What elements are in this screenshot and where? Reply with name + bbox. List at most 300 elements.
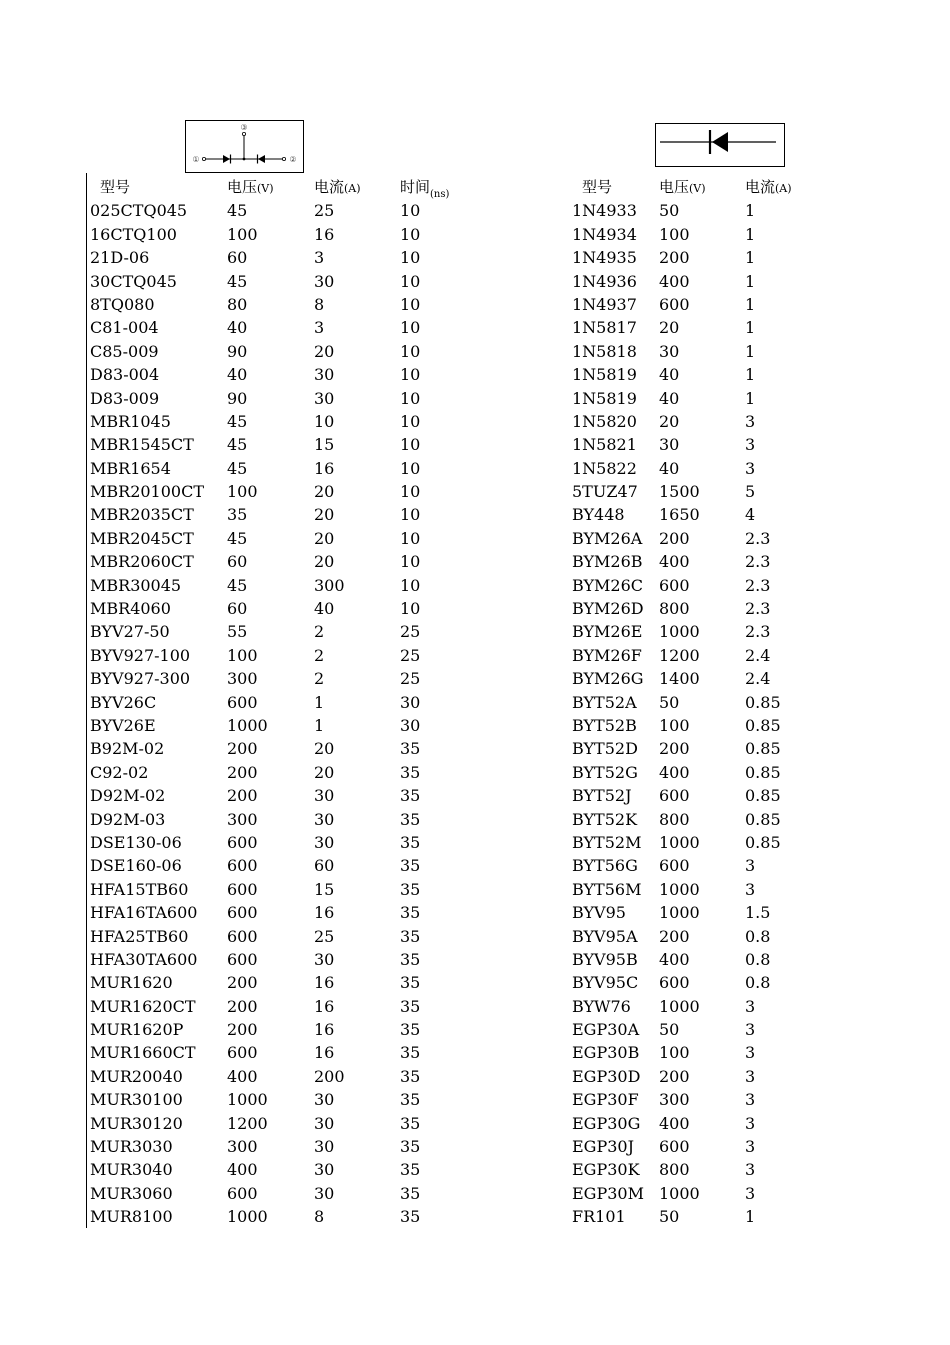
time-cell: 10 bbox=[400, 552, 421, 572]
voltage-cell: 200 bbox=[659, 739, 690, 759]
time-cell: 10 bbox=[400, 318, 421, 338]
model-cell: BYM26D bbox=[572, 599, 644, 619]
current-cell: 20 bbox=[314, 762, 335, 782]
voltage-cell: 100 bbox=[659, 1043, 690, 1063]
model-cell: EGP30D bbox=[572, 1066, 641, 1086]
time-cell: 30 bbox=[400, 692, 421, 712]
model-cell: 1N5818 bbox=[572, 341, 637, 361]
current-cell: 30 bbox=[314, 1137, 335, 1157]
voltage-cell: 45 bbox=[227, 435, 248, 455]
dual-diode-symbol bbox=[185, 120, 304, 173]
voltage-cell: 600 bbox=[659, 856, 690, 876]
model-cell: BYT52B bbox=[572, 715, 637, 735]
model-cell: FR101 bbox=[572, 1207, 626, 1227]
current-cell: 1 bbox=[745, 388, 756, 408]
voltage-cell: 600 bbox=[227, 832, 258, 852]
current-cell: 40 bbox=[314, 599, 335, 619]
voltage-cell: 600 bbox=[227, 692, 258, 712]
voltage-cell: 200 bbox=[659, 1066, 690, 1086]
current-cell: 3 bbox=[745, 458, 756, 478]
model-cell: MBR20100CT bbox=[90, 482, 204, 502]
current-cell: 2.3 bbox=[745, 552, 771, 572]
model-cell: BYV26E bbox=[90, 715, 156, 735]
voltage-cell: 50 bbox=[659, 1207, 680, 1227]
time-cell: 35 bbox=[400, 1090, 421, 1110]
voltage-cell: 20 bbox=[659, 318, 680, 338]
model-cell: MUR20040 bbox=[90, 1066, 183, 1086]
voltage-cell: 45 bbox=[227, 411, 248, 431]
voltage-cell: 45 bbox=[227, 458, 248, 478]
time-cell: 10 bbox=[400, 224, 421, 244]
model-cell: MUR30120 bbox=[90, 1113, 183, 1133]
voltage-cell: 1000 bbox=[659, 622, 700, 642]
current-cell: 30 bbox=[314, 388, 335, 408]
time-cell: 10 bbox=[400, 365, 421, 385]
time-cell: 10 bbox=[400, 411, 421, 431]
current-cell: 30 bbox=[314, 832, 335, 852]
voltage-cell: 600 bbox=[227, 903, 258, 923]
voltage-cell: 400 bbox=[659, 762, 690, 782]
single-diode-icon bbox=[656, 124, 783, 165]
time-cell: 35 bbox=[400, 856, 421, 876]
voltage-cell: 60 bbox=[227, 552, 248, 572]
model-cell: C92-02 bbox=[90, 762, 149, 782]
time-cell: 30 bbox=[400, 715, 421, 735]
time-cell: 10 bbox=[400, 482, 421, 502]
model-cell: 1N4935 bbox=[572, 248, 637, 268]
time-cell: 35 bbox=[400, 1066, 421, 1086]
current-cell: 3 bbox=[745, 1183, 756, 1203]
time-cell: 35 bbox=[400, 1207, 421, 1227]
model-cell: 1N5821 bbox=[572, 435, 637, 455]
voltage-cell: 100 bbox=[227, 482, 258, 502]
voltage-cell: 200 bbox=[227, 973, 258, 993]
voltage-cell: 55 bbox=[227, 622, 248, 642]
current-cell: 1 bbox=[314, 715, 325, 735]
table-left-border bbox=[86, 173, 87, 1228]
voltage-cell: 40 bbox=[227, 318, 248, 338]
model-cell: 16CTQ100 bbox=[90, 224, 177, 244]
model-cell: HFA15TB60 bbox=[90, 879, 189, 899]
model-cell: D92M-03 bbox=[90, 809, 166, 829]
voltage-cell: 1000 bbox=[659, 879, 700, 899]
time-cell: 35 bbox=[400, 832, 421, 852]
model-cell: MUR1620 bbox=[90, 973, 173, 993]
current-cell: 1 bbox=[745, 365, 756, 385]
model-cell: MBR1545CT bbox=[90, 435, 194, 455]
model-cell: EGP30M bbox=[572, 1183, 644, 1203]
model-cell: DSE130-06 bbox=[90, 832, 182, 852]
voltage-cell: 400 bbox=[227, 1160, 258, 1180]
model-cell: BYM26C bbox=[572, 575, 644, 595]
voltage-cell: 600 bbox=[227, 1043, 258, 1063]
voltage-cell: 400 bbox=[659, 1113, 690, 1133]
time-cell: 35 bbox=[400, 1183, 421, 1203]
voltage-cell: 30 bbox=[659, 435, 680, 455]
current-cell: 3 bbox=[745, 1137, 756, 1157]
voltage-cell: 200 bbox=[659, 528, 690, 548]
voltage-cell: 90 bbox=[227, 388, 248, 408]
model-cell: BYM26G bbox=[572, 669, 644, 689]
model-cell: 025CTQ045 bbox=[90, 201, 188, 221]
model-cell: HFA30TA600 bbox=[90, 949, 198, 969]
current-cell: 10 bbox=[314, 411, 335, 431]
voltage-cell: 45 bbox=[227, 201, 248, 221]
time-cell: 25 bbox=[400, 622, 421, 642]
voltage-cell: 600 bbox=[227, 856, 258, 876]
model-cell: 1N4934 bbox=[572, 224, 637, 244]
current-cell: 16 bbox=[314, 1043, 335, 1063]
voltage-cell: 800 bbox=[659, 809, 690, 829]
time-cell: 35 bbox=[400, 996, 421, 1016]
model-cell: EGP30G bbox=[572, 1113, 641, 1133]
model-cell: 8TQ080 bbox=[90, 294, 155, 314]
voltage-cell: 45 bbox=[227, 528, 248, 548]
header-model: 型号 bbox=[100, 178, 131, 196]
current-cell: 0.85 bbox=[745, 832, 781, 852]
current-cell: 20 bbox=[314, 482, 335, 502]
voltage-cell: 50 bbox=[659, 1020, 680, 1040]
model-cell: HFA16TA600 bbox=[90, 903, 198, 923]
current-cell: 60 bbox=[314, 856, 335, 876]
current-cell: 0.85 bbox=[745, 715, 781, 735]
single-diode-symbol bbox=[655, 123, 785, 167]
model-cell: EGP30K bbox=[572, 1160, 640, 1180]
voltage-cell: 1000 bbox=[227, 1090, 268, 1110]
current-cell: 2.3 bbox=[745, 575, 771, 595]
current-cell: 3 bbox=[314, 248, 325, 268]
voltage-cell: 600 bbox=[659, 973, 690, 993]
model-cell: MBR2060CT bbox=[90, 552, 194, 572]
voltage-cell: 600 bbox=[227, 949, 258, 969]
current-cell: 20 bbox=[314, 341, 335, 361]
time-cell: 35 bbox=[400, 786, 421, 806]
header-current: 电流(A) bbox=[314, 178, 361, 196]
current-cell: 300 bbox=[314, 575, 345, 595]
model-cell: BYW76 bbox=[572, 996, 631, 1016]
current-cell: 3 bbox=[745, 1113, 756, 1133]
model-cell: 1N5819 bbox=[572, 365, 637, 385]
model-cell: BYT52M bbox=[572, 832, 642, 852]
current-cell: 30 bbox=[314, 786, 335, 806]
model-cell: 21D-06 bbox=[90, 248, 150, 268]
voltage-cell: 45 bbox=[227, 575, 248, 595]
time-cell: 35 bbox=[400, 1043, 421, 1063]
time-cell: 35 bbox=[400, 1020, 421, 1040]
current-cell: 15 bbox=[314, 435, 335, 455]
voltage-cell: 40 bbox=[659, 458, 680, 478]
model-cell: MUR3060 bbox=[90, 1183, 173, 1203]
model-cell: MUR1620P bbox=[90, 1020, 184, 1040]
model-cell: D83-009 bbox=[90, 388, 160, 408]
voltage-cell: 30 bbox=[659, 341, 680, 361]
current-cell: 3 bbox=[745, 879, 756, 899]
voltage-cell: 300 bbox=[227, 809, 258, 829]
voltage-cell: 600 bbox=[659, 294, 690, 314]
model-cell: BYV26C bbox=[90, 692, 157, 712]
current-cell: 15 bbox=[314, 879, 335, 899]
model-cell: MBR1654 bbox=[90, 458, 171, 478]
current-cell: 30 bbox=[314, 1183, 335, 1203]
model-cell: 1N5817 bbox=[572, 318, 637, 338]
current-cell: 1.5 bbox=[745, 903, 771, 923]
voltage-cell: 1650 bbox=[659, 505, 700, 525]
current-cell: 200 bbox=[314, 1066, 345, 1086]
model-cell: BYT52K bbox=[572, 809, 638, 829]
model-cell: MUR8100 bbox=[90, 1207, 173, 1227]
model-cell: BYM26B bbox=[572, 552, 643, 572]
voltage-cell: 400 bbox=[659, 552, 690, 572]
model-cell: BYV95A bbox=[572, 926, 638, 946]
model-cell: BY448 bbox=[572, 505, 625, 525]
pin-label-2: ② bbox=[289, 155, 297, 164]
model-cell: EGP30F bbox=[572, 1090, 639, 1110]
current-cell: 1 bbox=[745, 224, 756, 244]
current-cell: 1 bbox=[745, 294, 756, 314]
model-cell: MBR2045CT bbox=[90, 528, 194, 548]
voltage-cell: 50 bbox=[659, 692, 680, 712]
voltage-cell: 600 bbox=[227, 1183, 258, 1203]
model-cell: 1N4936 bbox=[572, 271, 637, 291]
dual-diode-common-cathode-icon bbox=[186, 121, 303, 172]
current-cell: 3 bbox=[745, 411, 756, 431]
voltage-cell: 40 bbox=[227, 365, 248, 385]
time-cell: 10 bbox=[400, 341, 421, 361]
voltage-cell: 400 bbox=[659, 949, 690, 969]
current-cell: 1 bbox=[745, 271, 756, 291]
voltage-cell: 100 bbox=[659, 224, 690, 244]
model-cell: HFA25TB60 bbox=[90, 926, 189, 946]
current-cell: 3 bbox=[745, 856, 756, 876]
voltage-cell: 600 bbox=[659, 575, 690, 595]
current-cell: 30 bbox=[314, 1090, 335, 1110]
voltage-cell: 600 bbox=[659, 1137, 690, 1157]
current-cell: 30 bbox=[314, 365, 335, 385]
current-cell: 3 bbox=[745, 1090, 756, 1110]
voltage-cell: 200 bbox=[659, 926, 690, 946]
model-cell: 1N5822 bbox=[572, 458, 637, 478]
current-cell: 0.8 bbox=[745, 949, 771, 969]
voltage-cell: 600 bbox=[227, 879, 258, 899]
model-cell: BYV927-100 bbox=[90, 645, 191, 665]
current-cell: 16 bbox=[314, 1020, 335, 1040]
current-cell: 2 bbox=[314, 645, 325, 665]
model-cell: BYT52D bbox=[572, 739, 638, 759]
current-cell: 16 bbox=[314, 458, 335, 478]
current-cell: 1 bbox=[314, 692, 325, 712]
model-cell: BYT52A bbox=[572, 692, 637, 712]
current-cell: 3 bbox=[745, 996, 756, 1016]
time-cell: 10 bbox=[400, 505, 421, 525]
model-cell: 1N5819 bbox=[572, 388, 637, 408]
voltage-cell: 60 bbox=[227, 248, 248, 268]
current-cell: 30 bbox=[314, 949, 335, 969]
header-voltage: 电压(V) bbox=[659, 178, 706, 196]
current-cell: 2.3 bbox=[745, 599, 771, 619]
model-cell: C85-009 bbox=[90, 341, 159, 361]
current-cell: 30 bbox=[314, 271, 335, 291]
current-cell: 2 bbox=[314, 622, 325, 642]
time-cell: 25 bbox=[400, 645, 421, 665]
voltage-cell: 200 bbox=[227, 996, 258, 1016]
model-cell: MBR2035CT bbox=[90, 505, 194, 525]
time-cell: 35 bbox=[400, 973, 421, 993]
model-cell: BYV27-50 bbox=[90, 622, 170, 642]
voltage-cell: 1400 bbox=[659, 669, 700, 689]
voltage-cell: 400 bbox=[659, 271, 690, 291]
voltage-cell: 35 bbox=[227, 505, 248, 525]
model-cell: D83-004 bbox=[90, 365, 160, 385]
voltage-cell: 1000 bbox=[659, 1183, 700, 1203]
current-cell: 20 bbox=[314, 505, 335, 525]
current-cell: 0.8 bbox=[745, 926, 771, 946]
current-cell: 1 bbox=[745, 201, 756, 221]
voltage-cell: 1000 bbox=[659, 903, 700, 923]
voltage-cell: 45 bbox=[227, 271, 248, 291]
time-cell: 35 bbox=[400, 1160, 421, 1180]
model-cell: 5TUZ47 bbox=[572, 482, 638, 502]
current-cell: 1 bbox=[745, 341, 756, 361]
voltage-cell: 300 bbox=[227, 669, 258, 689]
model-cell: MUR3040 bbox=[90, 1160, 173, 1180]
current-cell: 16 bbox=[314, 973, 335, 993]
current-cell: 16 bbox=[314, 224, 335, 244]
model-cell: 1N4937 bbox=[572, 294, 637, 314]
current-cell: 1 bbox=[745, 248, 756, 268]
current-cell: 20 bbox=[314, 552, 335, 572]
model-cell: B92M-02 bbox=[90, 739, 165, 759]
time-cell: 35 bbox=[400, 762, 421, 782]
current-cell: 0.85 bbox=[745, 739, 781, 759]
voltage-cell: 50 bbox=[659, 201, 680, 221]
voltage-cell: 100 bbox=[659, 715, 690, 735]
current-cell: 2.4 bbox=[745, 645, 771, 665]
voltage-cell: 800 bbox=[659, 599, 690, 619]
model-cell: MUR3030 bbox=[90, 1137, 173, 1157]
model-cell: 1N5820 bbox=[572, 411, 637, 431]
time-cell: 35 bbox=[400, 949, 421, 969]
current-cell: 16 bbox=[314, 996, 335, 1016]
current-cell: 3 bbox=[745, 435, 756, 455]
time-cell: 10 bbox=[400, 271, 421, 291]
current-cell: 0.85 bbox=[745, 809, 781, 829]
current-cell: 25 bbox=[314, 926, 335, 946]
current-cell: 3 bbox=[745, 1020, 756, 1040]
voltage-cell: 1200 bbox=[227, 1113, 268, 1133]
current-cell: 0.85 bbox=[745, 786, 781, 806]
voltage-cell: 300 bbox=[227, 1137, 258, 1157]
header-time: 时间$_{(ns)}$ bbox=[400, 178, 450, 200]
model-cell: MBR30045 bbox=[90, 575, 182, 595]
model-cell: BYT56M bbox=[572, 879, 642, 899]
voltage-cell: 200 bbox=[227, 1020, 258, 1040]
current-cell: 0.85 bbox=[745, 692, 781, 712]
voltage-cell: 20 bbox=[659, 411, 680, 431]
current-cell: 4 bbox=[745, 505, 756, 525]
current-cell: 2.3 bbox=[745, 528, 771, 548]
pin-label-3: ③ bbox=[240, 123, 248, 132]
current-cell: 2.4 bbox=[745, 669, 771, 689]
time-cell: 25 bbox=[400, 669, 421, 689]
model-cell: BYM26A bbox=[572, 528, 643, 548]
voltage-cell: 80 bbox=[227, 294, 248, 314]
voltage-cell: 1500 bbox=[659, 482, 700, 502]
model-cell: MUR30100 bbox=[90, 1090, 183, 1110]
model-cell: MBR1045 bbox=[90, 411, 171, 431]
model-cell: 30CTQ045 bbox=[90, 271, 177, 291]
current-cell: 3 bbox=[314, 318, 325, 338]
current-cell: 0.85 bbox=[745, 762, 781, 782]
current-cell: 20 bbox=[314, 528, 335, 548]
current-cell: 8 bbox=[314, 294, 325, 314]
current-cell: 30 bbox=[314, 1113, 335, 1133]
model-cell: BYM26F bbox=[572, 645, 642, 665]
header-current: 电流(A) bbox=[745, 178, 792, 196]
current-cell: 16 bbox=[314, 903, 335, 923]
current-cell: 25 bbox=[314, 201, 335, 221]
time-cell: 10 bbox=[400, 458, 421, 478]
time-cell: 35 bbox=[400, 879, 421, 899]
voltage-cell: 800 bbox=[659, 1160, 690, 1180]
voltage-cell: 200 bbox=[227, 739, 258, 759]
current-cell: 1 bbox=[745, 318, 756, 338]
model-cell: BYV927-300 bbox=[90, 669, 191, 689]
voltage-cell: 100 bbox=[227, 645, 258, 665]
time-cell: 35 bbox=[400, 1113, 421, 1133]
model-cell: BYT56G bbox=[572, 856, 638, 876]
voltage-cell: 100 bbox=[227, 224, 258, 244]
current-cell: 30 bbox=[314, 1160, 335, 1180]
current-cell: 3 bbox=[745, 1160, 756, 1180]
time-cell: 10 bbox=[400, 248, 421, 268]
voltage-cell: 600 bbox=[227, 926, 258, 946]
current-cell: 3 bbox=[745, 1043, 756, 1063]
current-cell: 30 bbox=[314, 809, 335, 829]
voltage-cell: 1200 bbox=[659, 645, 700, 665]
voltage-cell: 1000 bbox=[227, 715, 268, 735]
voltage-cell: 1000 bbox=[227, 1207, 268, 1227]
time-cell: 10 bbox=[400, 575, 421, 595]
model-cell: EGP30B bbox=[572, 1043, 640, 1063]
voltage-cell: 200 bbox=[227, 762, 258, 782]
model-cell: EGP30J bbox=[572, 1137, 634, 1157]
model-cell: BYT52J bbox=[572, 786, 632, 806]
voltage-cell: 200 bbox=[659, 248, 690, 268]
time-cell: 35 bbox=[400, 1137, 421, 1157]
time-cell: 35 bbox=[400, 809, 421, 829]
current-cell: 0.8 bbox=[745, 973, 771, 993]
voltage-cell: 1000 bbox=[659, 996, 700, 1016]
voltage-cell: 60 bbox=[227, 599, 248, 619]
time-cell: 35 bbox=[400, 739, 421, 759]
current-cell: 2.3 bbox=[745, 622, 771, 642]
time-cell: 10 bbox=[400, 388, 421, 408]
voltage-cell: 600 bbox=[659, 786, 690, 806]
header-model: 型号 bbox=[582, 178, 613, 196]
model-cell: MBR4060 bbox=[90, 599, 171, 619]
current-cell: 1 bbox=[745, 1207, 756, 1227]
voltage-cell: 40 bbox=[659, 365, 680, 385]
model-cell: BYT52G bbox=[572, 762, 638, 782]
current-cell: 2 bbox=[314, 669, 325, 689]
model-cell: D92M-02 bbox=[90, 786, 166, 806]
time-cell: 35 bbox=[400, 926, 421, 946]
model-cell: BYV95C bbox=[572, 973, 639, 993]
current-cell: 5 bbox=[745, 482, 756, 502]
voltage-cell: 40 bbox=[659, 388, 680, 408]
model-cell: BYV95B bbox=[572, 949, 638, 969]
voltage-cell: 300 bbox=[659, 1090, 690, 1110]
